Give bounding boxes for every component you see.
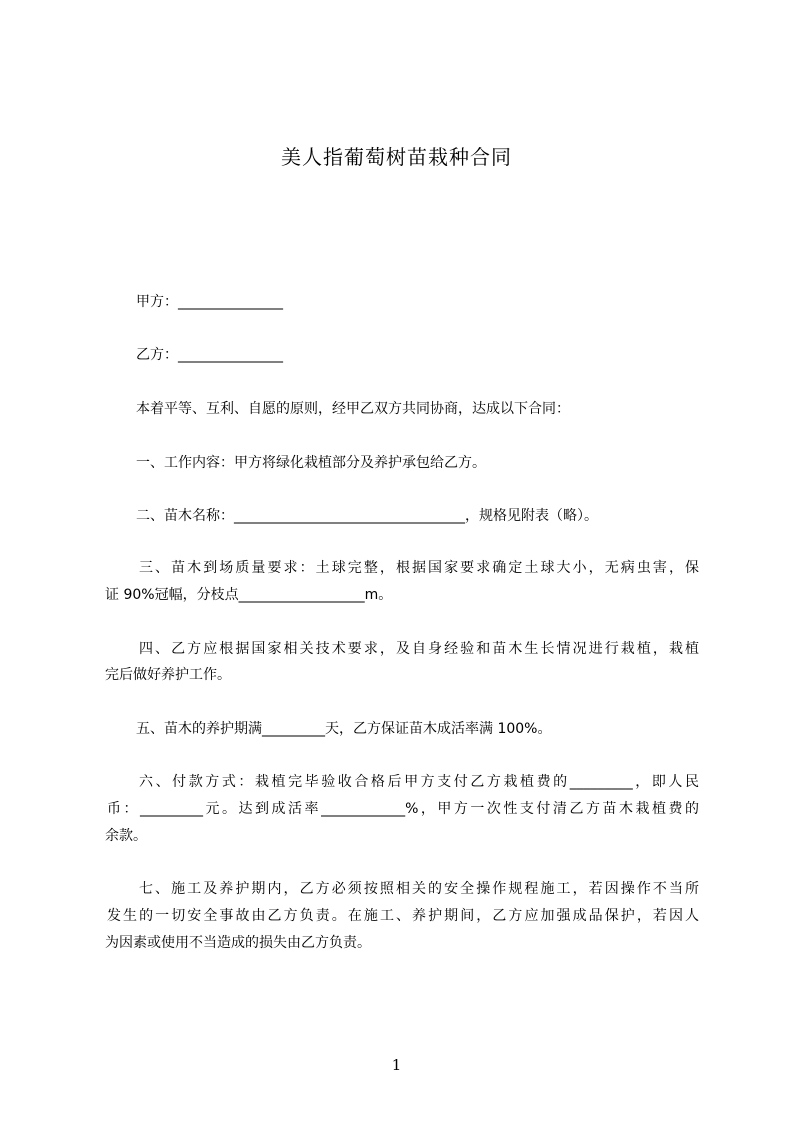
preamble: 本着平等、互利、自愿的原则，经甲乙双方共同协商，达成以下合同： <box>136 401 570 417</box>
clause-6-line-1: 六、付款方式：栽植完毕验收合格后甲方支付乙方栽植费的_________，即人民 <box>139 774 699 790</box>
clause-7-line-1: 七、施工及养护期内，乙方必须按照相关的安全操作规程施工，若因操作不当所 <box>139 881 699 897</box>
clause-7-line-3: 为因素或使用不当造成的损失由乙方负责。 <box>105 935 371 951</box>
party-a-line: 甲方：_______________ <box>136 294 283 310</box>
clause-4-line-1: 四、乙方应根据国家相关技术要求，及自身经验和苗木生长情况进行栽植，栽植 <box>139 641 699 657</box>
clause-5: 五、苗木的养护期满_________天，乙方保证苗木成活率满 100%。 <box>136 721 552 737</box>
clause-7-line-2: 发生的一切安全事故由乙方负责。在施工、养护期间，乙方应加强成品保护，若因人 <box>107 908 699 924</box>
clause-3-line-1: 三、苗木到场质量要求：土球完整，根据国家要求确定土球大小，无病虫害，保 <box>139 560 699 576</box>
party-b-line: 乙方：_______________ <box>136 347 283 363</box>
clause-4-line-2: 完后做好养护工作。 <box>105 667 231 683</box>
document-title: 美人指葡萄树苗栽种合同 <box>281 145 512 169</box>
clause-2: 二、苗木名称：_________________________________，规格见附表（略）。 <box>136 508 598 524</box>
clause-6-line-3: 余款。 <box>105 828 147 844</box>
page-number: 1 <box>391 1056 402 1074</box>
clause-1: 一、工作内容：甲方将绿化栽植部分及养护承包给乙方。 <box>136 455 486 471</box>
clause-6-line-2: 币：_________元。达到成活率____________%，甲方一次性支付清乙方苗木栽植费的 <box>107 801 699 817</box>
clause-3-line-2: 证 90%冠幅，分枝点__________________m。 <box>105 587 393 603</box>
